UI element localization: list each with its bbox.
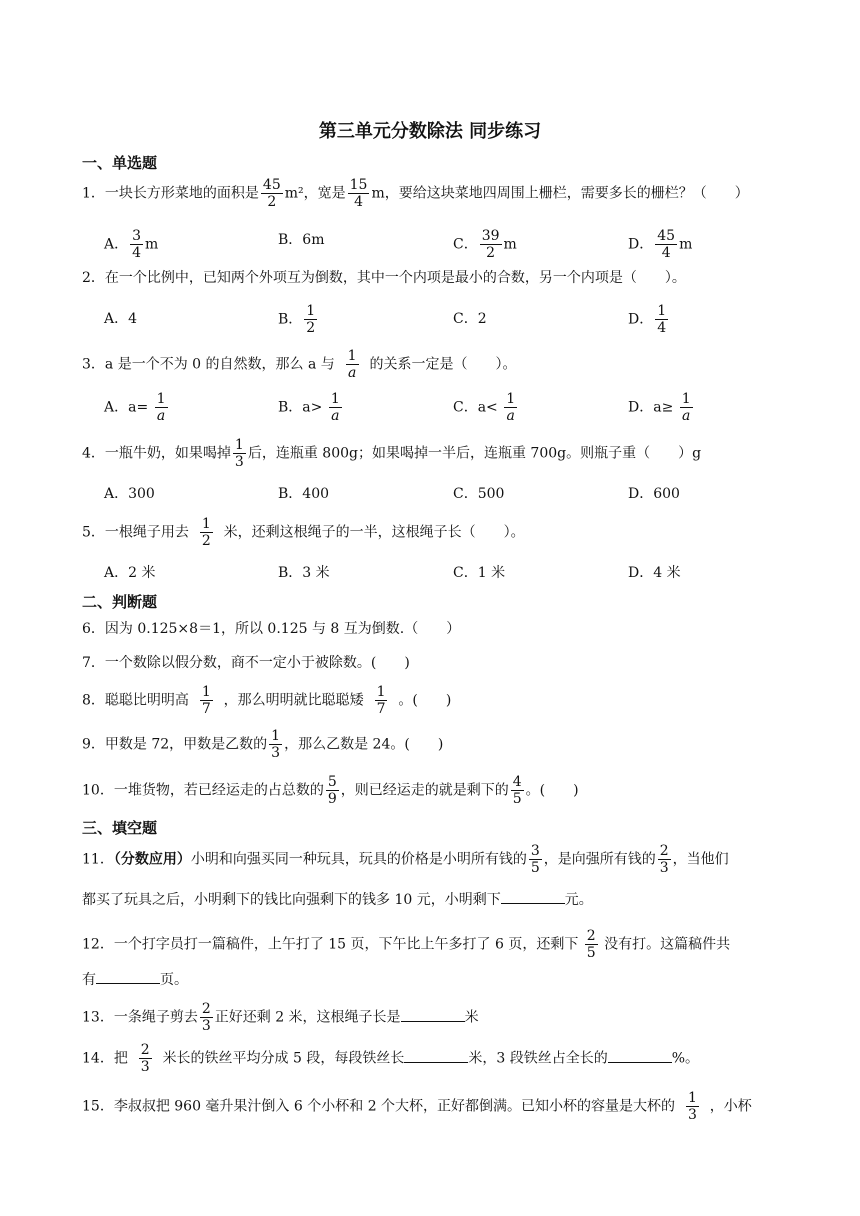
option-d[interactable]: D． $\frac{1}{4}$ xyxy=(628,303,667,336)
option-d[interactable]: D． $\frac{45}{4}$ m xyxy=(628,228,693,261)
section-heading-single-choice: 一、单选题 xyxy=(82,154,158,172)
question-10: 10．一堆货物，若已经运走的占总数的 $\frac{5}{9}$ ，则已经运走的就是剩下的 $\frac{4}{5}$ 。( ) xyxy=(82,774,579,807)
option-a[interactable]: A．a= $\frac{1}{a}$ xyxy=(104,391,166,424)
answer-blank[interactable] xyxy=(404,1048,468,1063)
question-2: 2．在一个比例中，已知两个外项互为倒数，其中一个内项是最小的合数，另一个内项是（ ）。 xyxy=(82,270,686,286)
option-c[interactable]: C．1 米 xyxy=(453,565,506,581)
fraction: $\frac{2}{3}$ xyxy=(659,843,669,876)
option-c[interactable]: C． $\frac{39}{2}$ m xyxy=(453,228,517,261)
question-12-cont: 有 页。 xyxy=(82,969,188,990)
question-14: 14．把 $\frac{2}{3}$ 米长的铁丝平均分成 5 段，每段铁丝长 米，3 段铁丝占全长的 %。 xyxy=(82,1042,700,1075)
option-b[interactable]: B．a> $\frac{1}{a}$ xyxy=(278,391,340,424)
option-a[interactable]: A．2 米 xyxy=(104,565,156,581)
question-12: 12．一个打字员打一篇稿件，上午打了 15 页，下午比上午多打了 6 页，还剩下 $\frac{2}{5}$ 没有打。这篇稿件共 xyxy=(82,928,731,961)
fraction: $\frac{1}{2}$ xyxy=(201,516,211,549)
option-d[interactable]: D．600 xyxy=(628,486,680,502)
option-b[interactable]: B．6m xyxy=(278,232,325,248)
question-13: 13．一条绳子剪去 $\frac{2}{3}$ 正好还剩 2 米，这根绳子长是 米 xyxy=(82,1001,479,1034)
question-3: 3．a 是一个不为 0 的自然数，那么 a 与 $\frac{1}{a}$ 的关系一定是（ ）。 xyxy=(82,348,517,381)
fraction: $\frac{4}{5}$ xyxy=(512,774,522,807)
question-11: 11．（分数应用）小明和向强买同一种玩具，玩具的价格是小明所有钱的 $\frac{3}{5}$ ，是向强所有钱的 $\frac{2}{3}$ ，当他们 xyxy=(82,843,729,876)
option-c[interactable]: C．a< $\frac{1}{a}$ xyxy=(453,391,516,424)
option-b[interactable]: B． $\frac{1}{2}$ xyxy=(278,303,316,336)
question-6: 6．因为 0.125×8＝1，所以 0.125 与 8 互为倒数.（ ） xyxy=(82,621,461,637)
section-heading-fill-in: 三、填空题 xyxy=(82,819,158,837)
option-a[interactable]: A． $\frac{3}{4}$ m xyxy=(104,228,159,261)
option-c[interactable]: C．2 xyxy=(453,311,487,327)
answer-blank[interactable] xyxy=(401,1007,465,1022)
question-text: 1．一块长方形菜地的面积是 xyxy=(82,185,259,202)
option-a[interactable]: A．300 xyxy=(104,486,155,502)
option-b[interactable]: B．3 米 xyxy=(278,565,330,581)
answer-blank[interactable] xyxy=(501,889,565,904)
fraction: $\frac{5}{9}$ xyxy=(327,774,337,807)
question-1 xyxy=(82,177,749,210)
question-text: m，要给这块菜地四周围上栅栏，需要多长的栅栏？（ ） xyxy=(371,185,749,202)
fraction: $\frac{1}{7}$ xyxy=(376,684,386,717)
question-15: 15．李叔叔把 960 毫升果汁倒入 6 个小杯和 2 个大杯，正好都倒满。已知小杯的容量是大杯的 $\frac{1}{3}$ ，小杯 xyxy=(82,1090,752,1123)
question-4: 4．一瓶牛奶，如果喝掉 $\frac{1}{3}$ 后，连瓶重 800g；如果喝掉一半后，连瓶重 700g。则瓶子重（ ）g xyxy=(82,437,702,470)
option-b[interactable]: B．400 xyxy=(278,486,330,502)
fraction: $\frac{2}{5}$ xyxy=(586,928,596,961)
fraction: $\frac{1}{3}$ xyxy=(271,728,281,761)
fraction: $\frac{1}{3}$ xyxy=(687,1090,697,1123)
fraction: $\frac{3}{5}$ xyxy=(530,843,540,876)
question-11-cont: 都买了玩具之后，小明剩下的钱比向强剩下的钱多 10 元，小明剩下 元。 xyxy=(82,889,593,910)
option-c[interactable]: C．500 xyxy=(453,486,505,502)
answer-blank[interactable] xyxy=(608,1048,672,1063)
fraction: $\frac{45}{2}$ xyxy=(262,177,281,210)
fraction: $\frac{2}{3}$ xyxy=(201,1001,211,1034)
question-text: m²，宽是 xyxy=(284,185,346,202)
answer-blank[interactable] xyxy=(96,969,160,984)
question-7: 7．一个数除以假分数，商不一定小于被除数。( ) xyxy=(82,655,410,671)
question-5: 5．一根绳子用去 $\frac{1}{2}$ 米，还剩这根绳子的一半，这根绳子长（ ）。 xyxy=(82,516,525,549)
fraction: $\frac{1}{7}$ xyxy=(201,684,211,717)
fraction: $\frac{15}{4}$ xyxy=(349,177,368,210)
question-9: 9．甲数是 72，甲数是乙数的 $\frac{1}{3}$ ，那么乙数是 24。( ) xyxy=(82,728,444,761)
page-title: 第三单元分数除法 同步练习 xyxy=(318,121,542,142)
section-heading-true-false: 二、判断题 xyxy=(82,593,158,611)
option-a[interactable]: A．4 xyxy=(104,311,138,327)
fraction: $\frac{2}{3}$ xyxy=(140,1042,150,1075)
question-8: 8．聪聪比明明高 $\frac{1}{7}$ ，那么明明就比聪聪矮 $\frac{1}{7}$ 。( ) xyxy=(82,684,452,717)
option-d[interactable]: D．a≥ $\frac{1}{a}$ xyxy=(628,391,691,424)
option-d[interactable]: D．4 米 xyxy=(628,565,681,581)
fraction: $\frac{1}{a}$ xyxy=(347,348,357,381)
fraction: $\frac{1}{3}$ xyxy=(234,437,244,470)
